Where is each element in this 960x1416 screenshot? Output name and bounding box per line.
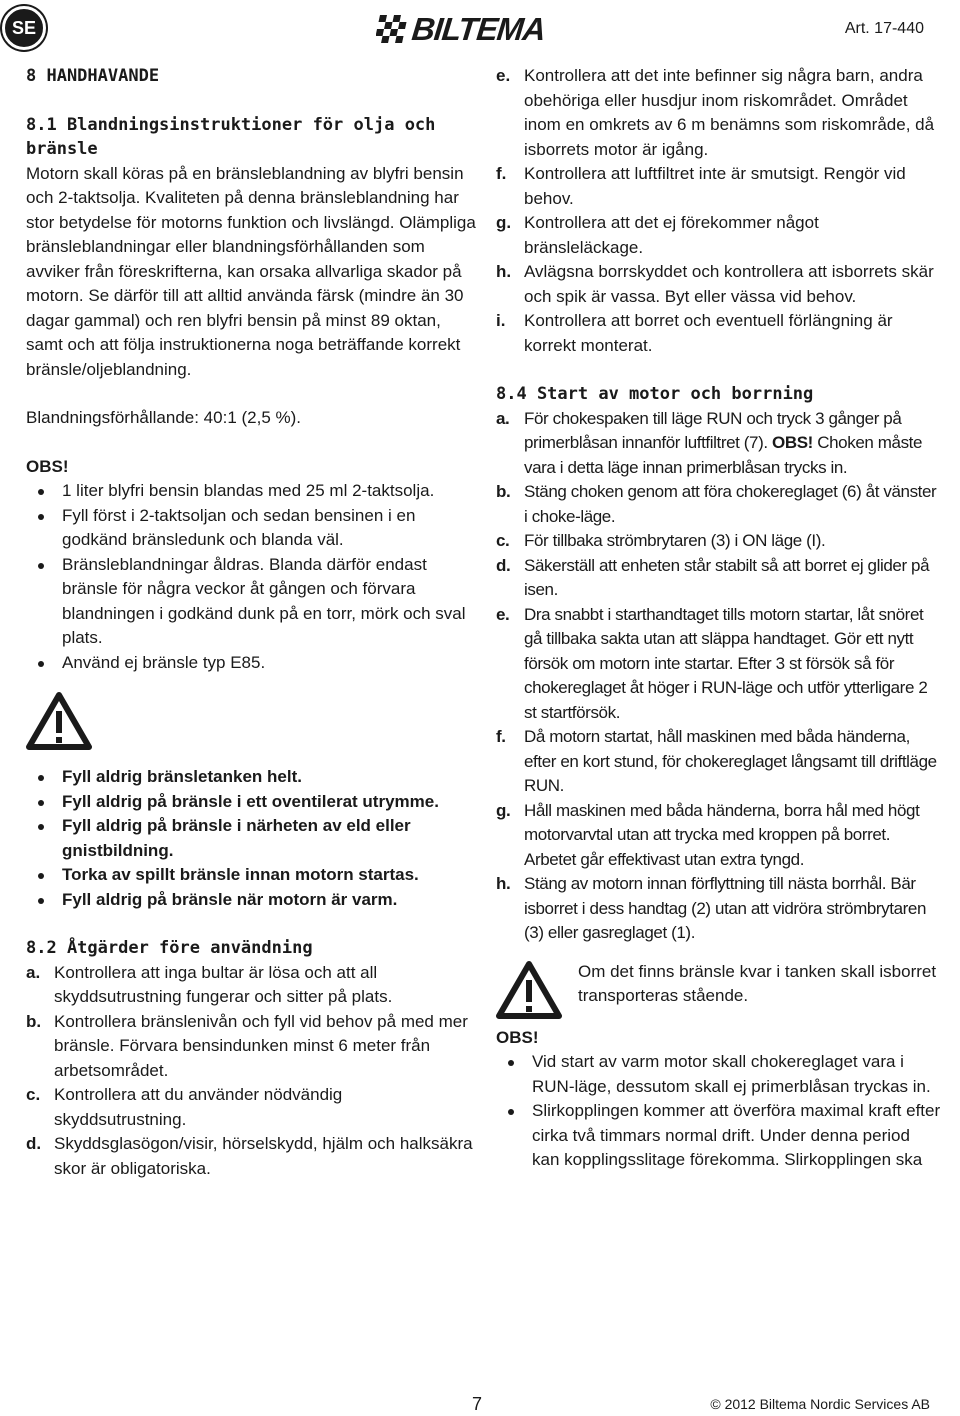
list-item: g. Håll maskinen med båda händerna, borra hål med högt motorvarvtal utan att trycka med kroppen på borret. Arbetet går effektivast utan extra tyngd. xyxy=(496,800,920,869)
list-item: d. Skyddsglasögon/visir, hörselskydd, hjälm och halksäkra skor är obligatoriska. xyxy=(26,1134,473,1178)
transport-warning-text: Om det finns bränsle kvar i tanken skall isborret transporteras stående. xyxy=(578,961,937,1005)
fuel-warning-list xyxy=(26,765,476,912)
list-item: Fyll aldrig bränsletanken helt. xyxy=(26,765,476,790)
page-number: 7 xyxy=(472,1394,483,1414)
list-item: Fyll aldrig på bränsle i närheten av eld eller gnistbildning. xyxy=(26,814,476,863)
page-header xyxy=(0,0,960,60)
pre-use-list xyxy=(26,961,476,1182)
list-item: i. Kontrollera att borret och eventuell förlängning är korrekt monterat. xyxy=(496,311,893,355)
list-item: c. Kontrollera att du använder nödvändig skyddsutrustning. xyxy=(26,1085,343,1129)
checkered-flag-icon xyxy=(376,15,410,43)
list-item: f. Kontrollera att luftfiltret inte är smutsigt. Rengör vid behov. xyxy=(496,164,906,208)
list-item: Bränsleblandningar åldras. Blanda därför endast bränsle för några veckor åt gången och förvara blandningen i godkänd dunk på en torr, mörk och sval plats. xyxy=(26,553,476,651)
list-item: e. Kontrollera att det inte befinner sig några barn, andra obehöriga eller husdjur inom riskområdet. Området inom en omkrets av 6 m benämns som riskområde, då isborrets motor är igång. xyxy=(496,66,935,159)
list-item: a. För chokespaken till läge RUN och tryck 3 gånger på primerblåsan innanför luftfiltret (7). OBS! Choken måste vara i detta läge innan primerblåsan trycks in. xyxy=(496,408,923,477)
brand-name: BILTEMA xyxy=(410,11,547,47)
obs-list xyxy=(26,479,476,675)
start-drilling-list xyxy=(496,407,941,946)
transport-warning xyxy=(496,960,941,1020)
list-item: Torka av spillt bränsle innan motorn startas. xyxy=(26,863,476,888)
list-item: Använd ej bränsle typ E85. xyxy=(26,651,476,676)
right-column xyxy=(496,64,941,1173)
list-item: Fyll först i 2-taktsoljan och sedan bensinen i en godkänd bränsledunk och blanda väl. xyxy=(26,504,476,553)
heading-8-4: 8.4 Start av motor och borrning xyxy=(496,384,814,404)
list-item: g. Kontrollera att det ej förekommer något bränsleläckage. xyxy=(496,213,819,257)
list-item: Slirkopplingen kommer att överföra maximal kraft efter cirka två timmars normal drift. Under denna period kan kopplingsslitage förekomma. Slirkopplingen ska xyxy=(496,1099,941,1173)
list-item: f. Då motorn startat, håll maskinen med båda händerna, efter en kort stund, för chokereglaget långsamt till driftläge RUN. xyxy=(496,727,937,795)
obs-list xyxy=(496,1050,941,1173)
list-item: 1 liter blyfri bensin blandas med 25 ml 2-taktsolja. xyxy=(26,479,476,504)
list-item: b. Stäng choken genom att föra chokereglaget (6) åt vänster i choke-läge. xyxy=(496,482,937,526)
left-column xyxy=(26,64,476,1181)
obs-label: OBS! xyxy=(26,456,69,476)
article-number: Art. 17-440 xyxy=(844,20,924,37)
language-badge: SE xyxy=(2,6,46,50)
list-item: h. Stäng av motorn innan förflyttning till nästa borrhål. Bär isborret i dess handtag (2) utan att vidröra strömbrytaren (3) eller gasreglaget (1). xyxy=(496,874,926,942)
list-item: c. För tillbaka strömbrytaren (3) i ON läge (I). xyxy=(496,531,826,550)
section-title: 8 HANDHAVANDE xyxy=(26,66,160,86)
list-item: h. Avlägsna borrskyddet och kontrollera att isborrets skär och spik är vassa. Byt eller vässa vid behov. xyxy=(496,262,934,306)
list-item: e. Dra snabbt i starthandtaget tills motorn startar, låt snöret gå tillbaka sakta utan att släppa handtaget. Gör ett nytt försök om motorn inte startar. Efter 3 st försök så för chokereglaget åt höger i RUN-läge och utför ytterligare 2 st startförsök. xyxy=(496,604,928,722)
warning-triangle-icon xyxy=(496,960,562,1020)
list-item: Vid start av varm motor skall chokereglaget vara i RUN-läge, dessutom skall ej primerblåsan tryckas in. xyxy=(496,1050,941,1099)
mixing-instructions-paragraph: Motorn skall köras på en bränsleblandning av blyfri bensin och 2-taktsolja. Kvaliteten på denna bränsleblandning har stor betydelse för motorns funktion och livslängd. Olämpliga bränsleblandningar eller blandningsförhållanden som avviker från föreskrifterna, kan orsaka allvarliga skador på motorn. Se därför till att alltid använda färsk (mindre än 30 dagar gammal) och ren blyfri bensin på minst 89 oktan, samt och att följa instruktionerna noga beträffande korrekt bränsle/oljeblandning. xyxy=(26,163,476,379)
list-item: d. Säkerställ att enheten står stabilt så att borret ej glider på isen. xyxy=(496,555,930,599)
list-item: b. Kontrollera bränslenivån och fyll vid behov på med mer bränsle. Förvara bensindunken minst 6 meter från arbetsområdet. xyxy=(26,1011,468,1080)
pre-use-list-continued xyxy=(496,64,941,358)
warning-triangle-icon xyxy=(26,691,92,751)
mixing-ratio: Blandningsförhållande: 40:1 (2,5 %). xyxy=(26,408,302,427)
heading-8-1: 8.1 Blandningsinstruktioner för olja och bränsle xyxy=(26,114,436,159)
list-item: Fyll aldrig på bränsle i ett oventilerat utrymme. xyxy=(26,790,476,815)
heading-8-2: 8.2 Åtgärder före användning xyxy=(26,938,313,958)
list-item: a. Kontrollera att inga bultar är lösa och att all skyddsutrustning fungerar och sitter på plats. xyxy=(26,962,393,1006)
biltema-logo xyxy=(376,11,547,47)
copyright: © 2012 Biltema Nordic Services AB xyxy=(710,1396,930,1412)
list-item: Fyll aldrig på bränsle när motorn är varm. xyxy=(26,888,476,913)
obs-label: OBS! xyxy=(496,1027,539,1047)
